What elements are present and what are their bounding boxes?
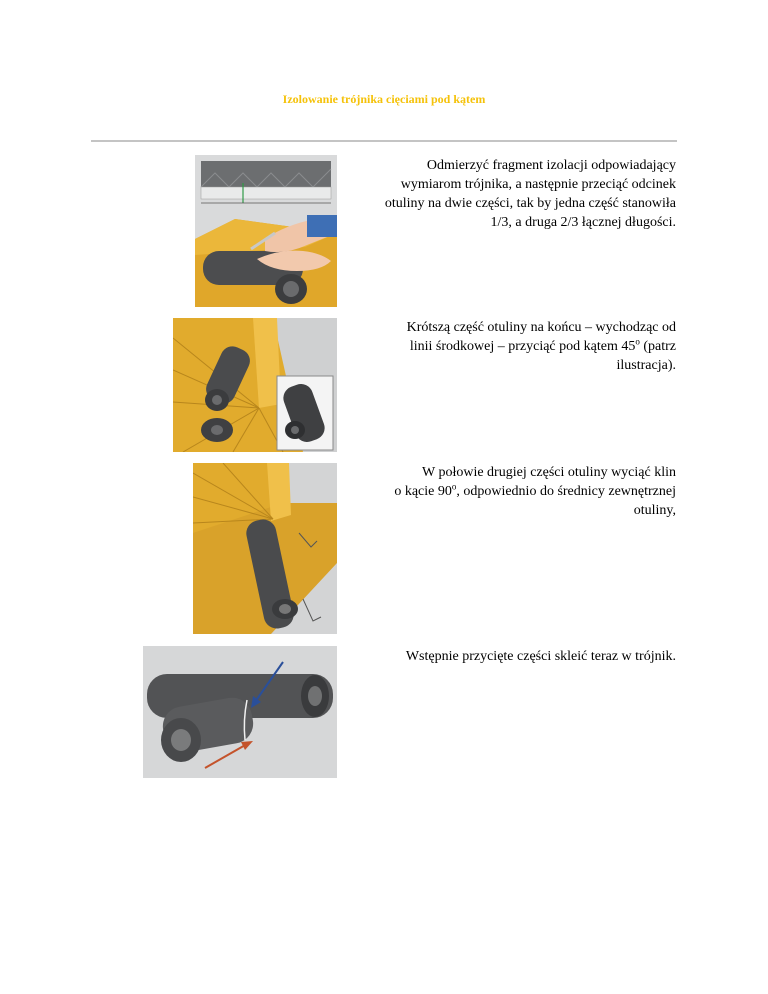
step-2-line: ilustracja). [616, 358, 676, 373]
step-2-text [407, 318, 676, 375]
ruler-and-cutter-image [195, 155, 337, 307]
step-3-line: otuliny, [633, 503, 676, 518]
step-3-line: W połowie drugiej części otuliny wyciąć klin [421, 465, 676, 480]
miter-box-90-image [193, 463, 337, 634]
degree-mark: o [635, 336, 640, 347]
step-1-line: otuliny na dwie części, tak by jedna część stanowiła [384, 196, 676, 211]
step-2-line: Krótszą część otuliny na końcu – wychodząc od [406, 320, 676, 335]
divider [91, 140, 677, 142]
step-3-line: o kącie 90$^o$, odpowiednio do średnicy zewnętrznej [394, 481, 676, 499]
step-1-line: 1/3, a druga 2/3 łącznej długości. [490, 215, 676, 230]
step-1-line: Odmierzyć fragment izolacji odpowiadający [426, 158, 676, 173]
page-title: Izolowanie trójnika cięciami pod kątem [282, 92, 486, 106]
degree-mark: o [451, 481, 457, 492]
step-1-text [385, 156, 676, 232]
step-2-line: linii środkowej – przyciąć pod kątem 45$^o$ (patrz [409, 336, 676, 354]
miter-box-45-image [173, 318, 337, 452]
step-3-text [394, 463, 676, 520]
step-4-text [406, 647, 676, 666]
step-4-line: Wstępnie przycięte części skleić teraz w trójnik. [405, 649, 676, 664]
step-1-line: wymiarom trójnika, a następnie przeciąć odcinek [400, 177, 676, 192]
tee-assembly-image [143, 646, 337, 778]
